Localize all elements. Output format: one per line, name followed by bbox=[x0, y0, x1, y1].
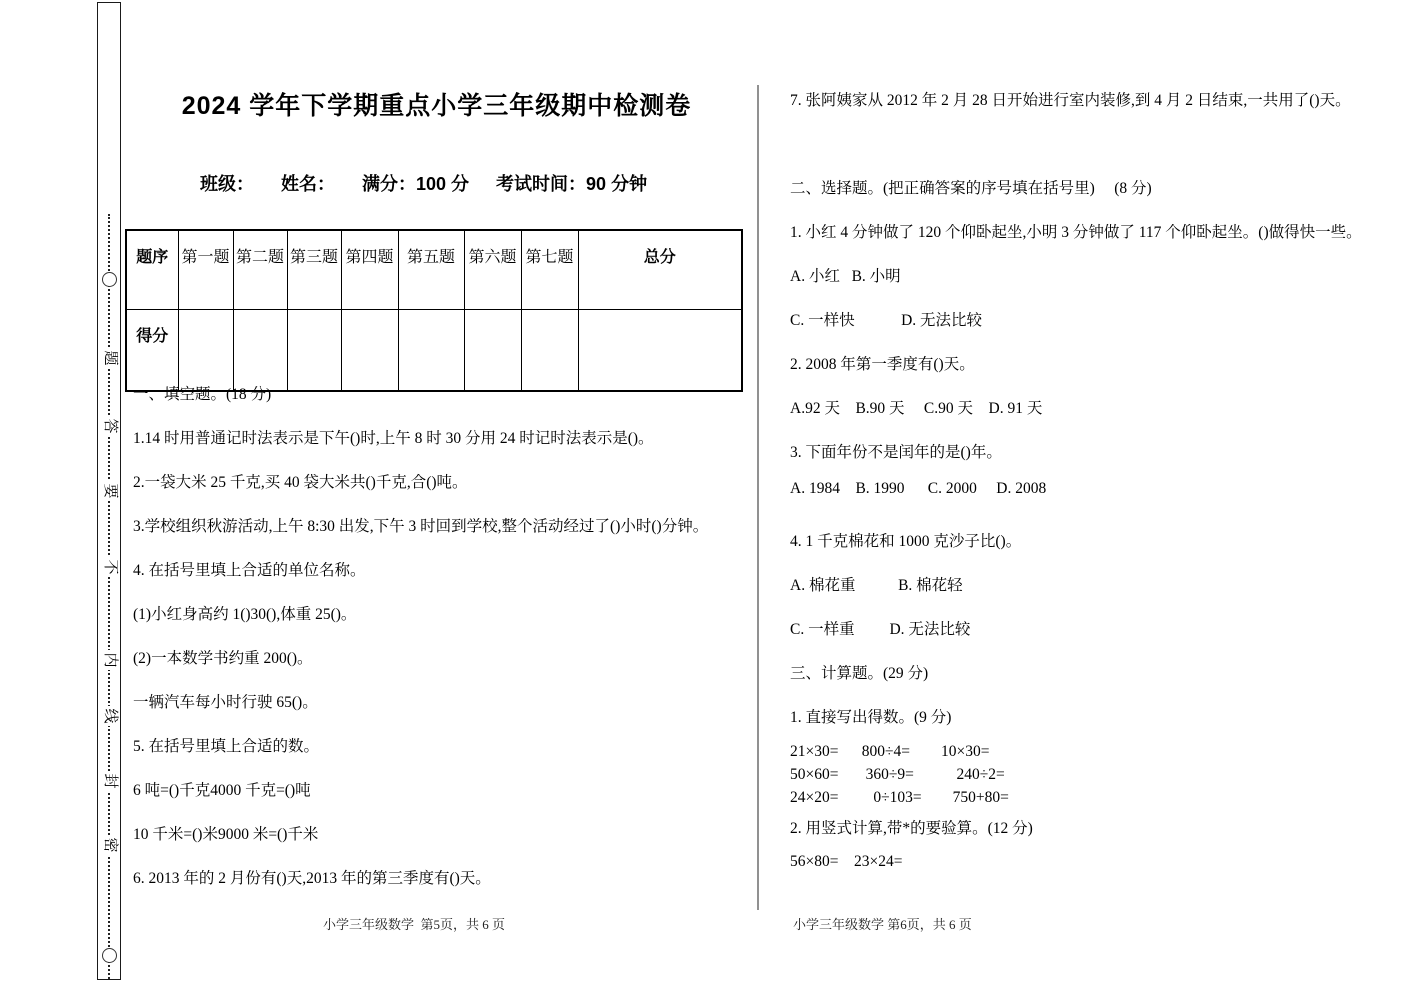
seal-char: 题 bbox=[101, 348, 119, 368]
score-table-col: 第一题 bbox=[178, 230, 233, 310]
seal-char: 答 bbox=[101, 416, 119, 436]
q3-2: 2. 用竖式计算,带*的要验算。(12 分) bbox=[790, 820, 1033, 837]
name-label: 姓名： bbox=[281, 174, 335, 194]
score-table bbox=[125, 229, 743, 392]
q2-4-options-ab: A. 棉花重 B. 棉花轻 bbox=[790, 577, 963, 594]
q2-4: 4. 1 千克棉花和 1000 克沙子比()。 bbox=[790, 533, 1022, 550]
score-table-col: 第五题 bbox=[398, 230, 464, 310]
left-page-content bbox=[133, 384, 753, 912]
section-2-heading: 二、选择题。(把正确答案的序号填在括号里) (8 分) bbox=[790, 180, 1152, 197]
score-cell bbox=[287, 310, 341, 392]
seal-char: 线 bbox=[101, 706, 119, 726]
seal-char: 密 bbox=[101, 835, 119, 855]
page-column-divider bbox=[757, 85, 759, 910]
q1-4-sub1: (1)小红身高约 1()30(),体重 25()。 bbox=[133, 606, 357, 623]
full-score-label: 满分：100 分 bbox=[362, 174, 470, 194]
score-table-col: 第七题 bbox=[521, 230, 578, 310]
score-cell bbox=[521, 310, 578, 392]
q1-4-sub2: (2)一本数学书约重 200()。 bbox=[133, 650, 313, 667]
q1-2: 2.一袋大米 25 千克,买 40 袋大米共()千克,合()吨。 bbox=[133, 474, 468, 491]
section-3-heading: 三、计算题。(29 分) bbox=[790, 665, 929, 682]
q1-5: 5. 在括号里填上合适的数。 bbox=[133, 738, 320, 755]
calc-row-1: 21×30= 800÷4= 10×30= bbox=[790, 743, 990, 760]
score-cell bbox=[398, 310, 464, 392]
q2-1-options-cd: C. 一样快 D. 无法比较 bbox=[790, 312, 983, 329]
seal-dotted-line bbox=[108, 214, 110, 979]
score-table-col: 第六题 bbox=[464, 230, 521, 310]
right-page-content bbox=[790, 90, 1390, 895]
q3-1: 1. 直接写出得数。(9 分) bbox=[790, 709, 952, 726]
footer-page-5: 小学三年级数学 第5页，共 6 页 bbox=[323, 917, 506, 932]
score-cell bbox=[578, 310, 742, 392]
seal-char: 封 bbox=[101, 771, 119, 791]
q2-1-options-ab: A. 小红 B. 小明 bbox=[790, 268, 901, 285]
seal-char: 要 bbox=[101, 481, 119, 501]
score-cell bbox=[233, 310, 287, 392]
score-cell bbox=[464, 310, 521, 392]
q2-3: 3. 下面年份不是闰年的是()年。 bbox=[790, 444, 1002, 461]
seal-char: 内 bbox=[101, 650, 119, 670]
q1-5-line2: 10 千米=()米9000 米=()千米 bbox=[133, 826, 319, 843]
score-row-label: 得分 bbox=[126, 310, 178, 392]
score-cell bbox=[178, 310, 233, 392]
q2-2-options: A.92 天 B.90 天 C.90 天 D. 91 天 bbox=[790, 400, 1043, 417]
footer-page-6: 小学三年级数学 第6页，共 6 页 bbox=[793, 917, 972, 932]
score-table-col: 第三题 bbox=[287, 230, 341, 310]
score-table-header-row bbox=[126, 230, 742, 310]
q1-5-line1: 6 吨=()千克4000 千克=()吨 bbox=[133, 782, 311, 799]
section-1-heading: 一、填空题。(18 分) bbox=[133, 386, 272, 403]
q3-2-expressions: 56×80= 23×24= bbox=[790, 853, 903, 870]
q1-3: 3.学校组织秋游活动,上午 8:30 出发,下午 3 时回到学校,整个活动经过了()小时()分钟。 bbox=[133, 518, 709, 535]
q1-4: 4. 在括号里填上合适的单位名称。 bbox=[133, 562, 366, 579]
q1-1: 1.14 时用普通记时法表示是下午()时,上午 8 时 30 分用 24 时记时法表示是()。 bbox=[133, 430, 654, 447]
exam-title: 2024 学年下学期重点小学三年级期中检测卷 bbox=[181, 92, 692, 120]
score-table-col: 第四题 bbox=[341, 230, 398, 310]
score-table-col: 第二题 bbox=[233, 230, 287, 310]
calc-row-2: 50×60= 360÷9= 240÷2= bbox=[790, 766, 1005, 783]
score-table-corner: 题序 bbox=[126, 230, 178, 310]
q2-2: 2. 2008 年第一季度有()天。 bbox=[790, 356, 975, 373]
exam-info-row bbox=[200, 170, 647, 196]
score-cell bbox=[341, 310, 398, 392]
score-table-total-col: 总分 bbox=[578, 230, 742, 310]
q1-4-sub3: 一辆汽车每小时行驶 65()。 bbox=[133, 694, 318, 711]
q2-3-options: A. 1984 B. 1990 C. 2000 D. 2008 bbox=[790, 480, 1047, 497]
score-table-score-row bbox=[126, 310, 742, 392]
calc-row-3: 24×20= 0÷103= 750+80= bbox=[790, 789, 1009, 806]
seal-char: 不 bbox=[101, 557, 119, 577]
class-label: 班级： bbox=[200, 174, 254, 194]
q2-1: 1. 小红 4 分钟做了 120 个仰卧起坐,小明 3 分钟做了 117 个仰卧起坐。()做得快一些。 bbox=[790, 224, 1362, 241]
q1-7: 7. 张阿姨家从 2012 年 2 月 28 日开始进行室内装修,到 4 月 2 日结束,一共用了()天。 bbox=[790, 92, 1351, 109]
seal-bottom-circle-icon bbox=[102, 948, 117, 963]
q2-4-options-cd: C. 一样重 D. 无法比较 bbox=[790, 621, 971, 638]
seal-top-circle-icon bbox=[102, 272, 117, 287]
exam-time-label: 考试时间：90 分钟 bbox=[496, 174, 648, 194]
q1-6: 6. 2013 年的 2 月份有()天,2013 年的第三季度有()天。 bbox=[133, 870, 491, 887]
